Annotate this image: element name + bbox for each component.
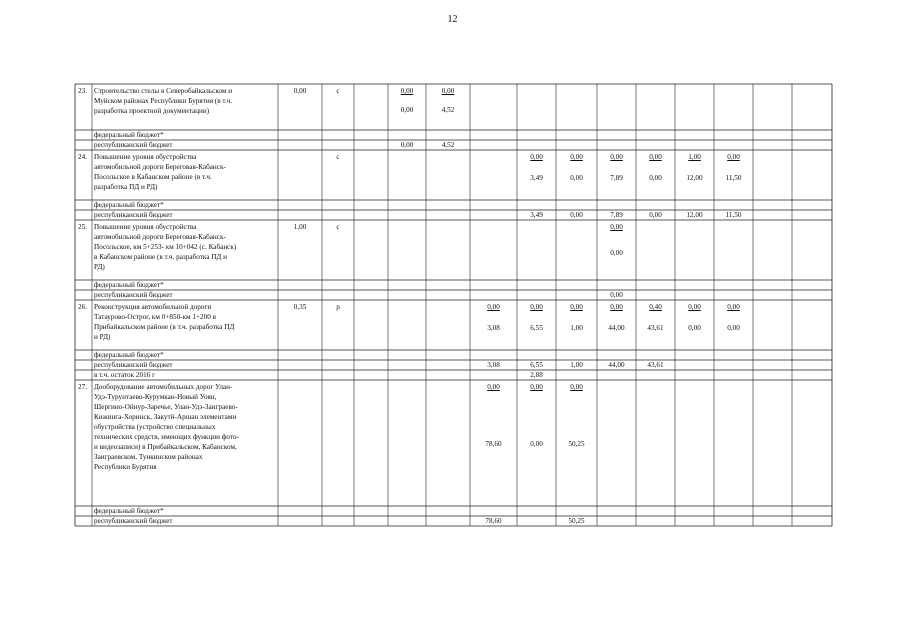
row-name-line: Прибайкальском районе (в т.ч. разработка ПД <box>94 323 235 331</box>
value-top: 0,00 <box>610 303 623 311</box>
row-name-line: автомобильной дороги Береговая-Кабанск- <box>94 163 226 171</box>
value-top: 0,00 <box>487 303 500 311</box>
value-top: 0,00 <box>570 153 583 161</box>
value-top: 0,00 <box>688 303 701 311</box>
row-name-line: Повышение уровня обустройства <box>94 223 197 231</box>
value-top: 0,00 <box>727 153 740 161</box>
row-name-line: Татаурово-Острог, км 0+850-км 1+200 в <box>94 313 217 321</box>
row-name-line: Посольское в Кабанском районе (в т.ч. <box>94 173 212 181</box>
value-top: 0,00 <box>530 383 543 391</box>
value-top: 0,00 <box>570 383 583 391</box>
republic-budget-value: 11,50 <box>725 210 742 219</box>
value-bottom: 1,00 <box>570 324 583 332</box>
row-name-line: разработка ПД и РД) <box>94 183 158 191</box>
row-type: р <box>336 303 340 311</box>
row-name-line: Удэ-Турунтаево-Курумкан-Новый Уоян, <box>94 393 217 401</box>
value-bottom: 0,00 <box>610 248 623 257</box>
row-name-line: Дооборудование автомобильных дорог Улан- <box>94 383 233 391</box>
row-name-line: и РД) <box>94 333 111 341</box>
row-name-line: и видеозаписи) в Прибайкальском, Кабанском, <box>94 443 237 451</box>
republic-budget-label: республиканский бюджет <box>94 290 173 299</box>
value-top: 1,00 <box>688 153 701 161</box>
row-name-line: технических средств, имеющих функции фото- <box>94 433 239 441</box>
republic-budget-value: 44,00 <box>608 360 625 369</box>
republic-budget-value: 0,00 <box>570 210 583 219</box>
row-name-line: Заиграевском, Тункинском районах <box>94 453 203 461</box>
value-bottom: 0,00 <box>727 324 740 332</box>
row-number: 24. <box>78 153 87 161</box>
republic-budget-value: 6,55 <box>530 360 543 369</box>
value-bottom: 0,00 <box>649 174 662 182</box>
republic-budget-value: 43,61 <box>647 360 664 369</box>
value-bottom: 11,50 <box>725 174 742 182</box>
value-top: 0,00 <box>487 383 500 391</box>
row-name-line: Муйском районах Республики Бурятия (в т.ч. <box>94 97 233 105</box>
republic-budget-label: республиканский бюджет <box>94 516 173 525</box>
value-bottom: 0,00 <box>570 174 583 182</box>
value-bottom: 50,25 <box>568 440 585 449</box>
row-name-line: Строительство стелы в Северобайкальском и <box>94 87 233 95</box>
value-top: 0,00 <box>610 223 623 231</box>
republic-budget-value: 50,25 <box>568 516 585 525</box>
value-bottom: 3,08 <box>487 324 500 332</box>
republic-budget-value: 7,89 <box>610 210 623 219</box>
republic-budget-value: 3,08 <box>487 360 500 369</box>
republic-budget-label: республиканский бюджет <box>94 210 173 219</box>
republic-budget-label: республиканский бюджет <box>94 140 173 149</box>
value-bottom: 0,00 <box>688 324 701 332</box>
row-name-line: разработка проектной документации) <box>94 107 210 115</box>
value-top: 0,00 <box>570 303 583 311</box>
row-number: 25. <box>78 223 87 231</box>
value-bottom: 6,55 <box>530 324 543 332</box>
row-name-line: Реконструкция автомобильной дороги <box>94 303 212 311</box>
row-name-line: Шергино-Ойнур-Заречье, Улан-Удэ-Заиграево- <box>94 403 238 411</box>
value-top: 0,00 <box>530 153 543 161</box>
republic-budget-value: 0,00 <box>649 210 662 219</box>
remainder-label: в т.ч. остаток 2016 г <box>94 370 156 379</box>
row-name-line: в Кабанском районе (в т.ч. разработка ПД и <box>94 253 227 261</box>
value-bottom: 0,00 <box>530 440 543 449</box>
row-number: 23. <box>78 87 87 95</box>
row-type: с <box>336 87 340 95</box>
row-capacity: 0,00 <box>293 87 307 95</box>
value-bottom: 7,89 <box>610 174 623 182</box>
value-top: 0,00 <box>400 87 414 95</box>
federal-budget-label: федеральный бюджет* <box>94 130 164 139</box>
value-bottom: 3,49 <box>530 174 543 182</box>
row-number: 27. <box>78 383 87 391</box>
republic-budget-value: 12,00 <box>686 210 703 219</box>
row-name-line: Посольское, км 5+253- км 10+042 (с. Кабанск) <box>94 243 237 251</box>
page-number: 12 <box>447 14 458 25</box>
value-bottom: 78,60 <box>485 440 502 449</box>
value-top: 0,00 <box>530 303 543 311</box>
row-name-line: Республики Бурятия <box>94 463 157 471</box>
value-bottom: 44,00 <box>608 324 625 332</box>
row-name-line: Повышение уровня обустройства <box>94 153 197 161</box>
republic-budget-value: 0,00 <box>610 290 623 299</box>
value-bottom: 0,00 <box>400 106 414 115</box>
row-capacity: 0,35 <box>293 303 307 311</box>
row-name-line: обустройства (устройство специальных <box>94 423 216 431</box>
republic-budget-value: 78,60 <box>485 516 502 525</box>
republic-budget-value: 1,00 <box>570 360 583 369</box>
row-number: 26. <box>78 303 87 311</box>
value-bottom: 4,52 <box>441 106 455 115</box>
row-name-line: автомобильной дороги Береговая-Кабанск- <box>94 233 226 241</box>
row-capacity: 1,00 <box>293 223 307 231</box>
remainder-value: 2,88 <box>530 370 543 379</box>
value-top: 0,00 <box>441 87 455 95</box>
federal-budget-label: федеральный бюджет* <box>94 350 164 359</box>
value-top: 0,00 <box>727 303 740 311</box>
row-name-line: РД) <box>94 263 105 271</box>
republic-budget-value: 4,52 <box>441 140 455 149</box>
value-top: 0,00 <box>610 153 623 161</box>
value-top: 0,40 <box>649 303 662 311</box>
value-bottom: 43,61 <box>647 324 664 332</box>
republic-budget-value: 3,49 <box>530 210 543 219</box>
federal-budget-label: федеральный бюджет* <box>94 200 164 209</box>
republic-budget-value: 0,00 <box>400 140 414 149</box>
row-name-line: Кижинга-Хоринск, Закутй-Аршан элементами <box>94 413 237 421</box>
row-type: с <box>336 153 340 161</box>
row-type: с <box>336 223 340 231</box>
republic-budget-label: республиканский бюджет <box>94 360 173 369</box>
value-top: 0,00 <box>649 153 662 161</box>
federal-budget-label: федеральный бюджет* <box>94 506 164 515</box>
federal-budget-label: федеральный бюджет* <box>94 280 164 289</box>
value-bottom: 12,00 <box>686 174 703 182</box>
